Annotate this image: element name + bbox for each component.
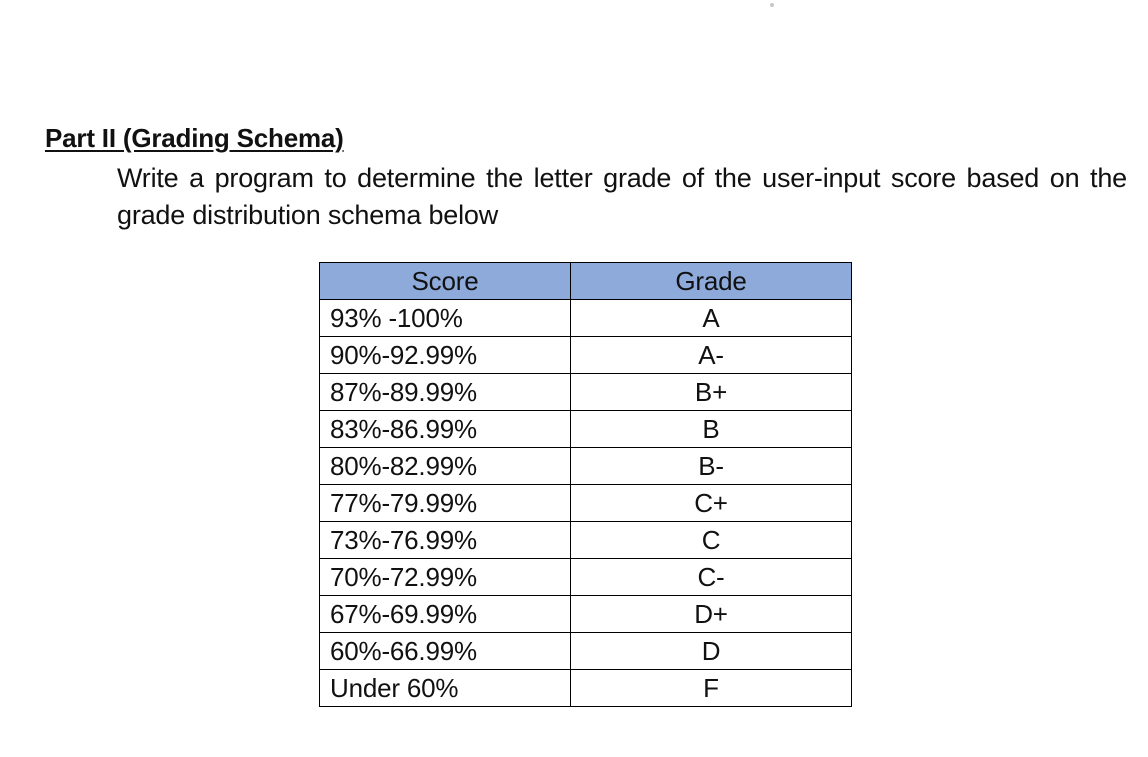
table-row xyxy=(320,448,852,485)
letter-grade-cell: A xyxy=(571,300,852,337)
table-row xyxy=(320,485,852,522)
section-heading: Part II (Grading Schema) xyxy=(45,123,344,153)
grade-column-header: Grade xyxy=(571,263,852,300)
score-range-cell: 70%-72.99% xyxy=(320,559,571,596)
letter-grade-cell: D+ xyxy=(571,596,852,633)
letter-grade-cell: C xyxy=(571,522,852,559)
score-range-cell: Under 60% xyxy=(320,670,571,707)
score-range-cell: 87%-89.99% xyxy=(320,374,571,411)
table-row xyxy=(320,411,852,448)
letter-grade-cell: D xyxy=(571,633,852,670)
score-range-cell: 90%-92.99% xyxy=(320,337,571,374)
letter-grade-cell: A- xyxy=(571,337,852,374)
header-row xyxy=(320,263,852,300)
score-range-cell: 93% -100% xyxy=(320,300,571,337)
grade-table xyxy=(319,262,852,707)
table-row xyxy=(320,522,852,559)
grade-table-body xyxy=(320,300,852,707)
grade-table-header xyxy=(320,263,852,300)
table-row xyxy=(320,670,852,707)
score-range-cell: 80%-82.99% xyxy=(320,448,571,485)
letter-grade-cell: C- xyxy=(571,559,852,596)
table-row xyxy=(320,300,852,337)
table-row xyxy=(320,337,852,374)
score-range-cell: 60%-66.99% xyxy=(320,633,571,670)
table-row xyxy=(320,559,852,596)
table-row xyxy=(320,633,852,670)
score-column-header: Score xyxy=(320,263,571,300)
score-range-cell: 67%-69.99% xyxy=(320,596,571,633)
letter-grade-cell: B xyxy=(571,411,852,448)
letter-grade-cell: F xyxy=(571,670,852,707)
stray-dot xyxy=(770,3,774,7)
score-range-cell: 77%-79.99% xyxy=(320,485,571,522)
letter-grade-cell: C+ xyxy=(571,485,852,522)
table-row xyxy=(320,374,852,411)
letter-grade-cell: B- xyxy=(571,448,852,485)
letter-grade-cell: B+ xyxy=(571,374,852,411)
score-range-cell: 73%-76.99% xyxy=(320,522,571,559)
table-row xyxy=(320,596,852,633)
instructions-paragraph: Write a program to determine the letter grade of the user-input score based on the grade distribution schema below xyxy=(117,163,1127,230)
score-range-cell: 83%-86.99% xyxy=(320,411,571,448)
